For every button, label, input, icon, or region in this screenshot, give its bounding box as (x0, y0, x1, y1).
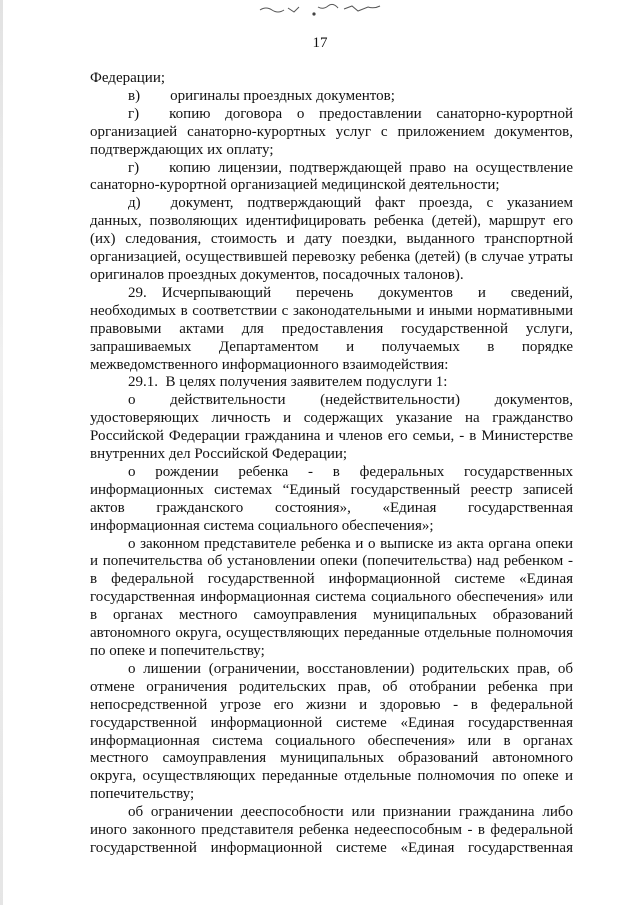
paragraph: в) оригиналы проездных документов; (128, 87, 395, 104)
page-number: 17 (312, 35, 328, 51)
paragraph: о рождении ребенка - в федеральных государственных информационных системах “Единый государственный реестр записей актов гражданского состояния», «Единая государственная информационная система социального обеспечения»; (90, 463, 573, 534)
paragraph: о законном представителе ребенка и о выписке из акта органа опеки и попечительства об установлении опеки (попечительства) над ребенком - в федеральной государственной информационной системе «Единая государственная информационная система социального обеспечения» или в органах местного самоуправления муниципальных образований автономного округа, осуществляющих переданные отдельные полномочия по опеке и попечительству; (90, 535, 573, 659)
paragraph: о действительности (недействительности) документов, удостоверяющих личность и содержащих указание на гражданство Российской Федерации гражданина и членов его семьи, - в Министерстве внутренних дел Российской Федерации; (90, 392, 573, 463)
scan-artifact-mark (258, 2, 398, 16)
paragraph: д) документ, подтверждающий факт проезда, с указанием данных, позволяющих идентифицировать ребенка (детей), маршрут его (их) следования, стоимость и дату поездки, выданного транспортной организацией, осуществившей перевозку ребенка (детей) (в случае утраты оригиналов проездных документов, посадочных талонов). (90, 195, 573, 283)
scan-edge-shadow (0, 0, 3, 905)
paragraph: г) копию лицензии, подтверждающей право на осуществление санаторно-курортной организацией медицинской деятельности; (90, 159, 573, 194)
paragraph: 29. Исчерпывающий перечень документов и сведений, необходимых в соответствии с законодательными и иными нормативными правовыми актами для предоставления государственной услуги, запрашиваемых Департаментом и получаемых в порядке межведомственного информационного взаимодействия: (90, 284, 573, 373)
paragraph: об ограничении дееспособности или признании гражданина либо иного законного представителя ребенка недееспособным - в федеральной государственной информационной системе «Единая государственная (90, 804, 573, 856)
paragraph: г) копию договора о предоставлении санаторно-курортной организацией санаторно-курортных услуг с приложением документов, подтверждающих их оплату; (90, 105, 573, 158)
document-body (90, 70, 573, 858)
paragraph: Федерации; (90, 70, 166, 86)
paragraph: о лишении (ограничении, восстановлении) родительских прав, об отмене ограничения родительских прав, об отобрании ребенка при непосредственной угрозе его жизни и здоровью - в федеральной государственной информационной системе «Единая государственная информационная система социального обеспечения» или в органах местного самоуправления муниципальных образований автономного округа, осуществляющих переданные отдельные полномочия по опеке и попечительству; (90, 660, 573, 803)
paragraph: 29.1. В целях получения заявителем подуслуги 1: (128, 374, 448, 391)
